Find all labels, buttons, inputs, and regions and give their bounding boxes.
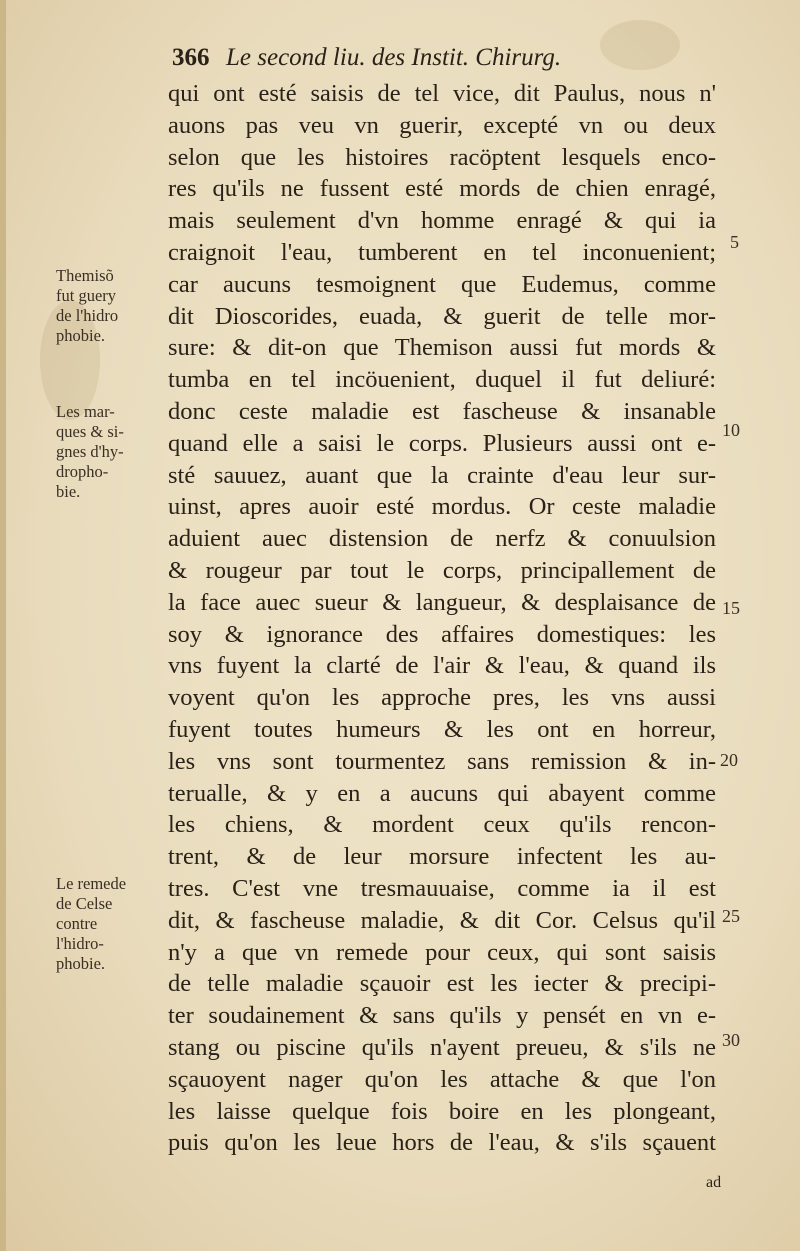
- text-line: de telle maladie sçauoir est les iecter & precipi-: [168, 970, 716, 998]
- text-line: aduient auec distension de nerfz & conuulsion: [168, 525, 716, 553]
- text-line: uinst, apres auoir esté mordus. Or ceste maladie: [168, 493, 716, 521]
- text-line: auons pas veu vn guerir, excepté vn ou deux: [168, 111, 716, 139]
- text-line: qui ont esté saisis de tel vice, dit Paulus, nous n': [168, 80, 716, 107]
- text-line: ter soudainement & sans qu'ils y pensét en vn e-: [168, 1002, 716, 1030]
- margin-note-line: bie.: [56, 482, 81, 501]
- margin-note-signs: [56, 402, 160, 502]
- text-line: fuyent toutes humeurs & les ont en horreur,: [168, 715, 716, 743]
- margin-note-remedy: [56, 874, 160, 974]
- text-line: dit, & fascheuse maladie, & dit Cor. Celsus qu'il: [168, 906, 716, 934]
- text-line: quand elle a saisi le corps. Plusieurs aussi ont e-: [168, 429, 716, 457]
- text-line: mais seulement d'vn homme enragé & qui ia: [168, 207, 716, 235]
- margin-note-line: de Celse: [56, 894, 113, 913]
- text-line: craignoit l'eau, tumberent en tel inconuenient;: [168, 238, 716, 266]
- margin-note-line: Les mar-: [56, 402, 115, 421]
- text-line: la face auec sueur & langueur, & desplaisance de: [168, 588, 716, 616]
- text-line: puis qu'on les leue hors de l'eau, & s'ils sçauent: [168, 1129, 716, 1157]
- running-title: Le second liu. des Instit. Chirurg.: [226, 44, 562, 71]
- text-line: n'y a que vn remede pour ceux, qui sont saisis: [168, 938, 716, 966]
- text-line: tres. C'est vne tresmauuaise, comme ia il est: [168, 874, 716, 902]
- text-line: teruallе, & y en a aucuns qui abayent comme: [168, 779, 716, 807]
- line-number: 30: [722, 1030, 740, 1050]
- text-line: vns fuyent la clarté de l'air & l'eau, & quand ils: [168, 652, 716, 680]
- margin-note-line: gnes d'hy-: [56, 442, 124, 461]
- margin-note-line: ques & si-: [56, 422, 124, 441]
- main-text-block: [168, 78, 716, 1159]
- text-line: les vns sont tourmentez sans remission & in-: [168, 747, 716, 775]
- text-line: sçauoyent nager qu'on les attache & que l'on: [168, 1065, 716, 1093]
- page-number: 366: [172, 44, 210, 71]
- text-line: car aucuns tesmoignent que Eudemus, comme: [168, 270, 716, 298]
- line-number: 10: [722, 420, 740, 440]
- margin-note-line: de l'hidro: [56, 306, 119, 325]
- text-line: les chiens, & mordent ceux qu'ils rencon-: [168, 811, 716, 839]
- margin-note-themison: [56, 266, 160, 346]
- text-line: dit Dioscorides, euada, & guerit de telle mor-: [168, 302, 716, 330]
- margin-note-line: phobie.: [56, 326, 106, 345]
- margin-note-line: fut guery: [56, 286, 117, 305]
- text-line: & rougeur par tout le corps, principallement de: [168, 556, 716, 584]
- text-line: stang ou piscine qu'ils n'ayent preueu, & s'ils ne: [168, 1033, 716, 1061]
- text-line: les laisse quelque fois boire en les plongeant,: [168, 1097, 716, 1125]
- page-gutter-edge: [0, 0, 6, 1251]
- text-line: trent, & de leur morsure infectent les au-: [168, 843, 716, 871]
- line-number: 20: [720, 750, 738, 770]
- line-number: 15: [722, 598, 740, 618]
- text-line: sté sauuez, auant que la crainte d'eau leur sur-: [168, 461, 716, 489]
- running-header: [172, 44, 662, 80]
- text-line: donc ceste maladie est fascheuse & insanable: [168, 397, 716, 425]
- margin-note-line: phobie.: [56, 954, 106, 973]
- text-line: selon que les histoires racöptent lesquels enco-: [168, 143, 716, 171]
- line-number: 5: [730, 232, 739, 252]
- catchword: ad: [706, 1174, 722, 1191]
- text-line: res qu'ils ne fussent esté mords de chien enragé,: [168, 175, 716, 203]
- text-line: soy & ignorance des affaires domestiques: les: [168, 620, 716, 648]
- text-line: voyent qu'on les approche pres, les vns aussi: [168, 684, 716, 712]
- margin-note-line: contre: [56, 914, 98, 933]
- margin-note-line: l'hidro-: [56, 934, 104, 953]
- margin-note-line: dropho-: [56, 462, 109, 481]
- text-line: tumba en tel incöuenient, duquel il fut deliuré:: [168, 366, 716, 394]
- margin-note-line: Themisõ: [56, 266, 114, 285]
- line-number: 25: [722, 906, 740, 926]
- margin-note-line: Le remede: [56, 874, 127, 893]
- text-line: sure: & dit-on que Themison aussi fut mords &: [168, 334, 716, 362]
